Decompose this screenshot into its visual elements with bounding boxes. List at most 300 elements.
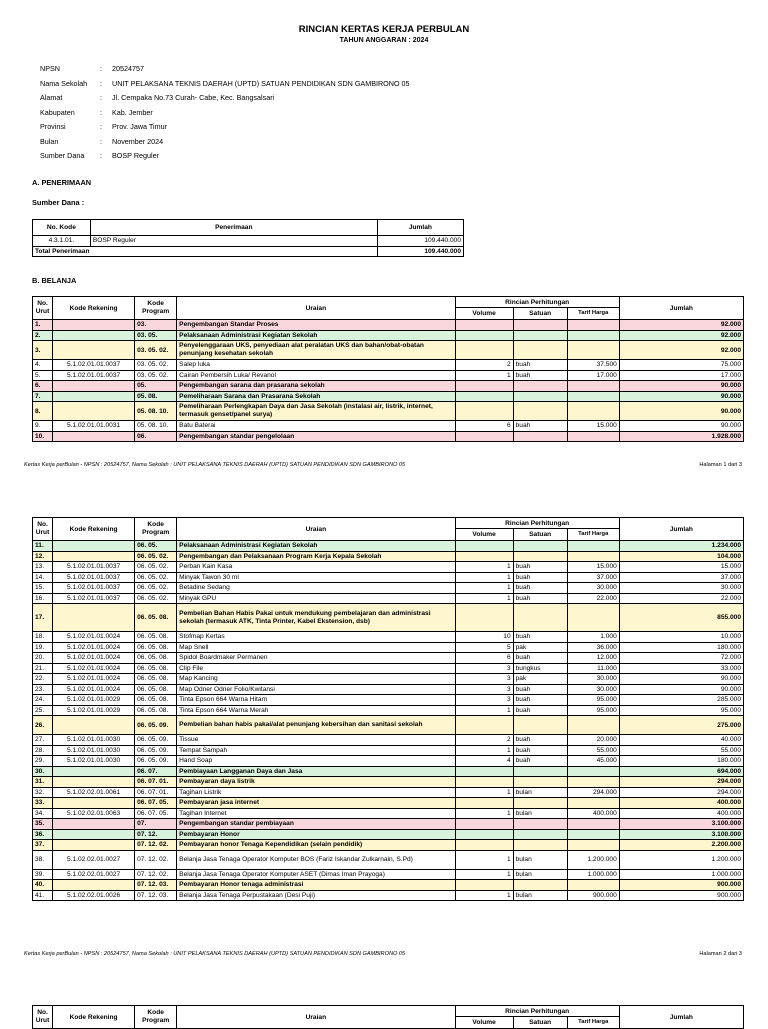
cell-tarif	[567, 766, 619, 777]
cell-satuan: bulan	[513, 808, 567, 819]
cell-jumlah: 40.000	[619, 735, 743, 746]
header-tarif: Tarif Harga	[567, 1017, 619, 1029]
table-row	[33, 819, 744, 830]
cell-tarif	[567, 829, 619, 840]
cell-kode-rekening: 5.1.02.01.01.0024	[53, 632, 135, 643]
cell-jumlah: 90.000	[619, 402, 743, 421]
cell-volume: 3	[455, 684, 513, 695]
cell-no: 6.	[33, 381, 53, 392]
penerimaan-heading: A. PENERIMAAN	[32, 178, 92, 187]
cell-no: 28.	[33, 745, 53, 756]
cell-volume	[455, 829, 513, 840]
cell-jumlah: 900.000	[619, 890, 743, 901]
cell-uraian: Spidol Boardmaker Permanen	[177, 653, 455, 664]
header-kode-program: Kode Program	[135, 1006, 177, 1029]
cell-kode-rekening: 5.1.02.02.01.0061	[53, 787, 135, 798]
info-label: Bulan	[40, 136, 59, 146]
penerimaan-table	[32, 219, 464, 257]
cell-kode-rekening: 5.1.02.02.01.0027	[53, 869, 135, 880]
table-row	[33, 562, 744, 573]
info-colon: :	[100, 93, 102, 102]
cell-satuan	[513, 381, 567, 392]
cell-uraian: Hand Soap	[177, 756, 455, 767]
page-1	[0, 24, 768, 44]
header-satuan: Satuan	[513, 529, 567, 541]
cell-uraian: Clip File	[177, 663, 455, 674]
cell-tarif	[567, 330, 619, 341]
cell-satuan: buah	[513, 562, 567, 573]
cell-no: 40.	[33, 880, 53, 891]
cell-jumlah: 400.000	[619, 808, 743, 819]
header-rincian: Rincian Perhitungan	[455, 1006, 619, 1017]
cell-no: 2.	[33, 330, 53, 341]
cell-volume	[455, 798, 513, 809]
cell-jumlah: 55.000	[619, 745, 743, 756]
penerimaan-jumlah: 109.440.000	[377, 236, 463, 247]
table-row	[33, 756, 744, 767]
cell-no: 14.	[33, 572, 53, 583]
cell-no: 13.	[33, 562, 53, 573]
info-value: November 2024	[112, 136, 164, 146]
cell-no: 4.	[33, 360, 53, 371]
cell-tarif: 12.000	[567, 653, 619, 664]
cell-jumlah: 75.000	[619, 360, 743, 371]
cell-jumlah: 90.000	[619, 381, 743, 392]
table-row	[33, 716, 744, 735]
cell-kode-program: 07. 12. 02.	[135, 869, 177, 880]
cell-jumlah: 90.000	[619, 674, 743, 685]
cell-kode-program: 06. 05. 09.	[135, 735, 177, 746]
cell-no: 33.	[33, 798, 53, 809]
info-colon: :	[100, 136, 102, 146]
cell-jumlah: 92.000	[619, 341, 743, 360]
table-row	[33, 604, 744, 632]
cell-no: 17.	[33, 604, 53, 632]
header-penerimaan: Penerimaan	[90, 220, 377, 236]
cell-satuan	[513, 604, 567, 632]
cell-kode-rekening: 5.1.02.01.01.0024	[53, 674, 135, 685]
cell-tarif	[567, 402, 619, 421]
cell-kode-program: 06. 05. 08.	[135, 642, 177, 653]
cell-kode-program: 06. 05. 08.	[135, 653, 177, 664]
table-row	[33, 330, 744, 341]
cell-jumlah: 855.000	[619, 604, 743, 632]
cell-uraian: Tinta Epson 664 Warna Hitam	[177, 695, 455, 706]
cell-uraian: Belanja Jasa Tenaga Operator Komputer ASET (Dimas Iman Prayoga)	[177, 869, 455, 880]
cell-jumlah: 15.000	[619, 562, 743, 573]
cell-uraian: Pemeliharaan Sarana dan Prasarana Sekolah	[177, 391, 455, 402]
cell-kode-rekening	[53, 880, 135, 891]
info-value: Kab. Jember	[112, 107, 153, 117]
footer-page-1	[24, 462, 742, 468]
cell-satuan	[513, 431, 567, 442]
cell-uraian: Tagihan Internet	[177, 808, 455, 819]
cell-no: 19.	[33, 642, 53, 653]
table-row	[33, 890, 744, 901]
total-penerimaan-value: 109.440.000	[377, 246, 463, 257]
cell-tarif	[567, 341, 619, 360]
cell-kode-program: 06. 05. 02.	[135, 583, 177, 594]
cell-satuan	[513, 840, 567, 851]
info-row	[40, 149, 410, 164]
cell-satuan	[513, 798, 567, 809]
header-jumlah: Jumlah	[619, 1006, 743, 1029]
cell-tarif: 1.000.000	[567, 869, 619, 880]
cell-volume: 6	[455, 421, 513, 432]
table-row	[33, 777, 744, 788]
cell-kode-rekening	[53, 341, 135, 360]
cell-jumlah: 92.000	[619, 320, 743, 331]
cell-satuan	[513, 819, 567, 830]
cell-jumlah: 33.000	[619, 663, 743, 674]
header-no: No. Urut	[33, 518, 53, 541]
cell-kode-rekening	[53, 829, 135, 840]
cell-kode-program: 07.	[135, 819, 177, 830]
cell-kode-rekening	[53, 819, 135, 830]
cell-tarif: 15.000	[567, 421, 619, 432]
cell-satuan	[513, 541, 567, 552]
footer-text: Kertas Kerja perBulan - NPSN : 20524757, Nama Sekolah : UNIT PELAKSANA TEKNIS DAERAH (UPTD) SATUAN PENDIDIKAN SDN GAMBIRONO 05	[24, 462, 406, 468]
cell-kode-program: 06. 07. 05.	[135, 798, 177, 809]
document-subtitle: TAHUN ANGGARAN : 2024	[339, 37, 429, 44]
info-value: 20524757	[112, 64, 144, 73]
cell-kode-program: 07. 12. 03.	[135, 890, 177, 901]
cell-satuan	[513, 330, 567, 341]
cell-satuan: buah	[513, 632, 567, 643]
cell-volume: 1	[455, 705, 513, 716]
cell-no: 36.	[33, 829, 53, 840]
cell-kode-rekening: 5.1.02.02.01.0063	[53, 808, 135, 819]
cell-kode-rekening	[53, 541, 135, 552]
cell-uraian: Salep luka	[177, 360, 455, 371]
cell-jumlah: 90.000	[619, 391, 743, 402]
cell-no: 10.	[33, 431, 53, 442]
table-row	[33, 431, 744, 442]
cell-jumlah: 22.000	[619, 593, 743, 604]
cell-jumlah: 1.200.000	[619, 850, 743, 869]
cell-no: 24.	[33, 695, 53, 706]
header-uraian: Uraian	[177, 518, 455, 541]
document-title: RINCIAN KERTAS KERJA PERBULAN	[298, 24, 470, 35]
table-row	[33, 766, 744, 777]
cell-kode-program: 07. 12. 02.	[135, 840, 177, 851]
cell-kode-program: 06. 05. 08.	[135, 705, 177, 716]
cell-kode-program: 06. 05. 08.	[135, 663, 177, 674]
info-label: Kabupaten	[40, 107, 75, 117]
cell-tarif: 17.000	[567, 370, 619, 381]
cell-volume: 4	[455, 756, 513, 767]
table-row	[33, 684, 744, 695]
cell-kode-program: 06. 05. 02.	[135, 562, 177, 573]
cell-tarif	[567, 431, 619, 442]
header-satuan: Satuan	[513, 1017, 567, 1029]
cell-volume	[455, 777, 513, 788]
info-row	[40, 106, 410, 121]
cell-kode-program: 06.	[135, 431, 177, 442]
cell-volume	[455, 880, 513, 891]
cell-satuan	[513, 320, 567, 331]
school-info	[40, 62, 410, 164]
table-row	[33, 653, 744, 664]
cell-uraian: Pengembangan sarana dan prasarana sekolah	[177, 381, 455, 392]
table-row	[33, 391, 744, 402]
table-row	[33, 869, 744, 880]
cell-jumlah: 92.000	[619, 330, 743, 341]
cell-no: 16.	[33, 593, 53, 604]
cell-satuan: buah	[513, 572, 567, 583]
header-volume: Volume	[455, 308, 513, 320]
cell-uraian: Pembayaran daya listrik	[177, 777, 455, 788]
cell-volume: 1	[455, 593, 513, 604]
cell-uraian: Tagihan Listrik	[177, 787, 455, 798]
table-row	[33, 850, 744, 869]
cell-volume: 1	[455, 745, 513, 756]
header-jumlah: Jumlah	[619, 518, 743, 541]
cell-kode-rekening: 5.1.02.02.01.0026	[53, 890, 135, 901]
cell-tarif	[567, 840, 619, 851]
cell-uraian: Pengembangan standar pembiayaan	[177, 819, 455, 830]
cell-satuan: buah	[513, 370, 567, 381]
cell-jumlah: 694.000	[619, 766, 743, 777]
cell-satuan: bungkus	[513, 663, 567, 674]
header-kode-rekening: Kode Rekening	[53, 1006, 135, 1029]
info-row	[40, 62, 410, 77]
cell-kode-rekening: 5.1.02.01.01.0024	[53, 642, 135, 653]
cell-jumlah: 90.000	[619, 684, 743, 695]
belanja-table-page-2	[32, 517, 744, 901]
header-uraian: Uraian	[177, 1006, 455, 1029]
cell-kode-rekening: 5.1.02.01.01.0024	[53, 684, 135, 695]
info-label: NPSN	[40, 64, 60, 73]
cell-kode-rekening: 5.1.02.01.01.0029	[53, 705, 135, 716]
cell-tarif: 37.500	[567, 360, 619, 371]
cell-jumlah: 180.000	[619, 756, 743, 767]
cell-uraian: Minyak Tawon 30 ml	[177, 572, 455, 583]
cell-volume: 10	[455, 632, 513, 643]
table-row	[33, 341, 744, 360]
header-uraian: Uraian	[177, 297, 455, 320]
cell-kode-rekening	[53, 402, 135, 421]
cell-volume: 1	[455, 869, 513, 880]
cell-volume: 1	[455, 787, 513, 798]
info-row	[40, 77, 410, 92]
cell-no: 32.	[33, 787, 53, 798]
cell-kode-rekening: 5.1.02.01.01.0024	[53, 663, 135, 674]
penerimaan-kode: 4.3.1.01.	[33, 236, 91, 247]
cell-tarif: 45.000	[567, 756, 619, 767]
cell-satuan: pak	[513, 674, 567, 685]
cell-kode-program: 06. 05. 09.	[135, 745, 177, 756]
cell-volume: 1	[455, 890, 513, 901]
cell-uraian: Cairan Pembersih Luka/ Revanol	[177, 370, 455, 381]
cell-jumlah: 180.000	[619, 642, 743, 653]
cell-kode-program: 06. 05.	[135, 541, 177, 552]
cell-uraian: Map Odner Odner Folio/Kwitansi	[177, 684, 455, 695]
cell-volume: 1	[455, 850, 513, 869]
cell-volume	[455, 604, 513, 632]
cell-satuan	[513, 880, 567, 891]
cell-tarif: 20.000	[567, 735, 619, 746]
info-colon: :	[100, 64, 102, 73]
cell-satuan: buah	[513, 583, 567, 594]
belanja-table-page-3	[32, 1005, 744, 1029]
cell-satuan	[513, 341, 567, 360]
cell-jumlah: 285.000	[619, 695, 743, 706]
footer-page-number: Halaman 1 dari 3	[699, 462, 742, 468]
header-tarif: Tarif Harga	[567, 308, 619, 320]
cell-satuan	[513, 402, 567, 421]
cell-volume	[455, 716, 513, 735]
cell-kode-rekening: 5.1.02.01.01.0031	[53, 421, 135, 432]
header-no: No. Urut	[33, 1006, 53, 1029]
cell-volume: 2	[455, 360, 513, 371]
table-row	[33, 583, 744, 594]
cell-satuan: buah	[513, 735, 567, 746]
table-row	[33, 632, 744, 643]
cell-tarif	[567, 541, 619, 552]
cell-satuan: bulan	[513, 787, 567, 798]
cell-tarif: 95.000	[567, 705, 619, 716]
cell-jumlah: 104.000	[619, 551, 743, 562]
cell-no: 7.	[33, 391, 53, 402]
cell-tarif: 1.000	[567, 632, 619, 643]
cell-jumlah: 275.000	[619, 716, 743, 735]
cell-satuan: buah	[513, 756, 567, 767]
cell-volume	[455, 391, 513, 402]
cell-volume	[455, 840, 513, 851]
cell-uraian: Tissue	[177, 735, 455, 746]
table-row	[33, 840, 744, 851]
info-label: Provinsi	[40, 122, 66, 131]
cell-kode-rekening: 5.1.02.01.01.0030	[53, 735, 135, 746]
cell-kode-program: 07. 12. 02.	[135, 850, 177, 869]
table-row	[33, 705, 744, 716]
table-row	[33, 551, 744, 562]
cell-kode-program: 03. 05. 02.	[135, 341, 177, 360]
cell-tarif	[567, 819, 619, 830]
cell-jumlah: 10.000	[619, 632, 743, 643]
table-row	[33, 421, 744, 432]
table-row	[33, 663, 744, 674]
cell-no: 9.	[33, 421, 53, 432]
cell-kode-program: 03. 05. 02.	[135, 360, 177, 371]
info-value: BOSP Reguler	[112, 151, 160, 160]
cell-kode-rekening: 5.1.02.01.01.0030	[53, 745, 135, 756]
cell-volume	[455, 320, 513, 331]
cell-satuan: buah	[513, 684, 567, 695]
table-row	[33, 787, 744, 798]
info-row	[40, 135, 410, 150]
total-penerimaan-label: Total Penerimaan	[33, 246, 378, 257]
table-row	[33, 642, 744, 653]
cell-tarif	[567, 391, 619, 402]
header-tarif: Tarif Harga	[567, 529, 619, 541]
cell-kode-program: 06. 07.	[135, 766, 177, 777]
cell-satuan	[513, 551, 567, 562]
cell-volume: 1	[455, 583, 513, 594]
cell-volume	[455, 330, 513, 341]
cell-uraian: Pengembangan dan Pelaksanaan Program Kerja Kepala Sekolah	[177, 551, 455, 562]
cell-kode-rekening	[53, 766, 135, 777]
cell-kode-program: 03. 05. 02.	[135, 370, 177, 381]
cell-uraian: Belanja Jasa Tenaga Operator Komputer BOS (Fariz Iskandar Zulkarnain, S.Pd)	[177, 850, 455, 869]
cell-volume: 1	[455, 808, 513, 819]
header-kode-rekening: Kode Rekening	[53, 297, 135, 320]
info-colon: :	[100, 78, 102, 88]
cell-uraian: Batu Baterai	[177, 421, 455, 432]
cell-no: 38.	[33, 850, 53, 869]
cell-volume: 6	[455, 653, 513, 664]
cell-no: 29.	[33, 756, 53, 767]
cell-jumlah: 3.100.000	[619, 819, 743, 830]
cell-kode-program: 05.	[135, 381, 177, 392]
cell-satuan: buah	[513, 421, 567, 432]
table-row	[33, 880, 744, 891]
cell-tarif: 11.000	[567, 663, 619, 674]
cell-uraian: Pembelian Bahan Habis Pakai untuk mendukung pembelajaran dan administrasi sekolah (termasuk ATK, Tinta Printer, Kabel Ekstension, dsb)	[177, 604, 455, 632]
cell-uraian: Pembayaran Honor	[177, 829, 455, 840]
cell-no: 37.	[33, 840, 53, 851]
info-value: Jl. Cempaka No.73 Curah- Cabe, Kec. Bangsalsari	[112, 93, 275, 102]
cell-jumlah: 72.000	[619, 653, 743, 664]
cell-kode-rekening	[53, 381, 135, 392]
cell-kode-program: 06. 05. 02.	[135, 551, 177, 562]
header-no: No. Urut	[33, 297, 53, 320]
table-row	[33, 360, 744, 371]
cell-tarif: 37.000	[567, 572, 619, 583]
footer-page-2	[24, 951, 742, 957]
cell-satuan: buah	[513, 360, 567, 371]
penerimaan-name: BOSP Reguler	[90, 236, 377, 247]
cell-kode-program: 07. 12. 03.	[135, 880, 177, 891]
cell-volume	[455, 381, 513, 392]
sumber-dana-label: Sumber Dana :	[32, 198, 85, 207]
cell-uraian: Pembelian bahan habis pakai/alat penunjang kebersihan dan sanitasi sekolah	[177, 716, 455, 735]
info-row	[40, 91, 410, 106]
cell-volume	[455, 766, 513, 777]
table-row	[33, 829, 744, 840]
cell-uraian: Pembayaran jasa internet	[177, 798, 455, 809]
cell-jumlah: 17.000	[619, 370, 743, 381]
info-value: UNIT PELAKSANA TEKNIS DAERAH (UPTD) SATUAN PENDIDIKAN SDN GAMBIRONO 05	[112, 78, 410, 88]
table-row	[33, 695, 744, 706]
cell-no: 31.	[33, 777, 53, 788]
table-row	[33, 798, 744, 809]
footer-page-number: Halaman 2 dari 3	[699, 951, 742, 957]
cell-jumlah: 3.100.000	[619, 829, 743, 840]
header-kode: No. Kode	[33, 220, 91, 236]
table-row	[33, 402, 744, 421]
cell-volume	[455, 541, 513, 552]
cell-satuan: buah	[513, 745, 567, 756]
cell-no: 5.	[33, 370, 53, 381]
cell-satuan	[513, 766, 567, 777]
cell-no: 26.	[33, 716, 53, 735]
cell-kode-program: 06. 05. 09.	[135, 716, 177, 735]
cell-volume	[455, 431, 513, 442]
cell-uraian: Pengembangan Standar Proses	[177, 320, 455, 331]
header-volume: Volume	[455, 1017, 513, 1029]
cell-kode-program: 05. 08. 10.	[135, 402, 177, 421]
table-row	[33, 370, 744, 381]
cell-uraian: Pembiayaan Langganan Daya dan Jasa	[177, 766, 455, 777]
cell-uraian: Stofmap Kertas	[177, 632, 455, 643]
cell-satuan: bulan	[513, 890, 567, 901]
table-row	[33, 320, 744, 331]
cell-kode-program: 06. 07. 05.	[135, 808, 177, 819]
cell-no: 15.	[33, 583, 53, 594]
cell-no: 27.	[33, 735, 53, 746]
